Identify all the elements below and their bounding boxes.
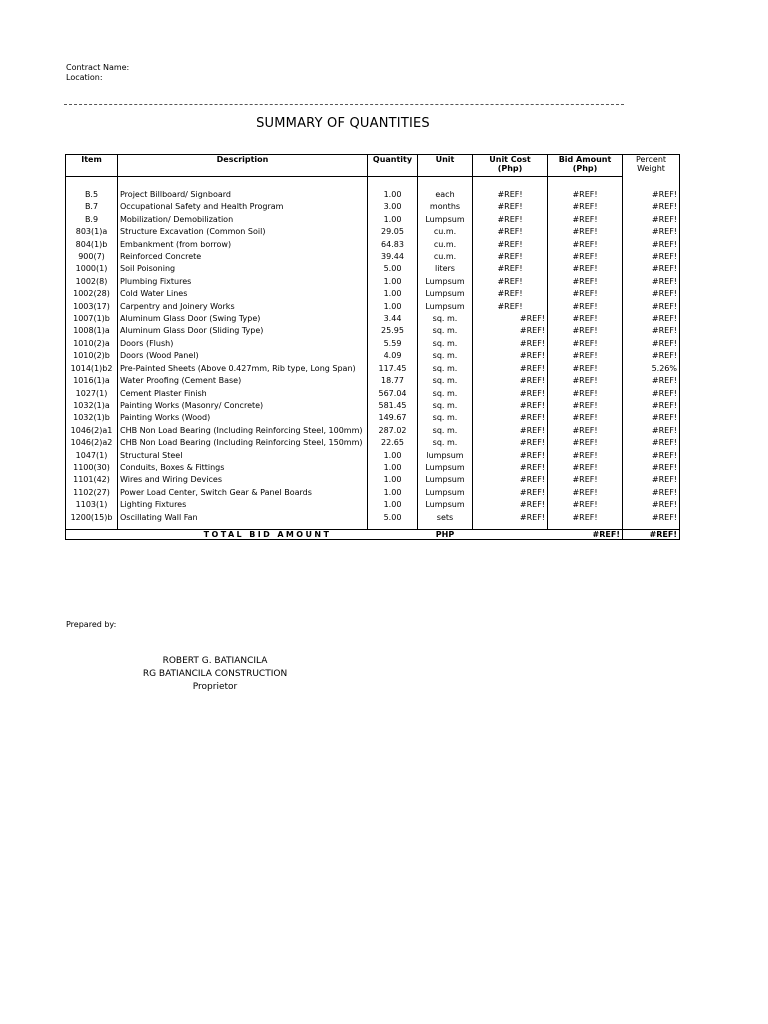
table-row	[66, 412, 680, 424]
item-quantity: 5.59	[368, 338, 418, 350]
item-unit: each	[418, 189, 473, 201]
item-description: CHB Non Load Bearing (Including Reinforcing Steel, 150mm)	[118, 437, 368, 449]
item-code: 1007(1)b	[66, 313, 118, 325]
item-quantity: 64.83	[368, 239, 418, 251]
bid-amount-currency: (Php)	[572, 164, 598, 173]
item-code: 1032(1)a	[66, 400, 118, 412]
item-description: CHB Non Load Bearing (Including Reinforcing Steel, 100mm)	[118, 425, 368, 437]
item-description: Painting Works (Masonry/ Concrete)	[118, 400, 368, 412]
item-quantity: 1.00	[368, 462, 418, 474]
item-bid-amount: #REF!	[548, 425, 623, 437]
item-quantity: 5.00	[368, 512, 418, 524]
item-unit-cost: #REF!	[473, 214, 548, 226]
table-row	[66, 301, 680, 313]
total-amount: #REF!	[548, 529, 623, 539]
item-code: 1032(1)b	[66, 412, 118, 424]
item-percent-weight: #REF!	[623, 512, 680, 524]
item-code: 1010(2)a	[66, 338, 118, 350]
item-unit: lumpsum	[418, 450, 473, 462]
table-row	[66, 375, 680, 387]
item-description: Mobilization/ Demobilization	[118, 214, 368, 226]
item-unit-cost: #REF!	[473, 400, 548, 412]
item-code: 1046(2)a1	[66, 425, 118, 437]
item-code: B.7	[66, 201, 118, 213]
item-percent-weight: #REF!	[623, 474, 680, 486]
table-row	[66, 499, 680, 511]
table-row	[66, 239, 680, 251]
item-code: 900(7)	[66, 251, 118, 263]
item-unit: sets	[418, 512, 473, 524]
item-bid-amount: #REF!	[548, 313, 623, 325]
table-row	[66, 263, 680, 275]
item-unit-cost: #REF!	[473, 325, 548, 337]
item-percent-weight: #REF!	[623, 450, 680, 462]
item-unit-cost: #REF!	[473, 313, 548, 325]
item-code: 1002(28)	[66, 288, 118, 300]
item-unit-cost: #REF!	[473, 338, 548, 350]
item-quantity: 1.00	[368, 189, 418, 201]
item-unit-cost: #REF!	[473, 189, 548, 201]
table-row	[66, 425, 680, 437]
signatory-position: Proprietor	[192, 682, 238, 692]
item-percent-weight: #REF!	[623, 288, 680, 300]
item-unit: sq. m.	[418, 313, 473, 325]
item-description: Reinforced Concrete	[118, 251, 368, 263]
item-quantity: 3.00	[368, 201, 418, 213]
item-bid-amount: #REF!	[548, 263, 623, 275]
item-quantity: 39.44	[368, 251, 418, 263]
item-percent-weight: #REF!	[623, 425, 680, 437]
total-currency: PHP	[418, 529, 473, 539]
item-description: Cement Plaster Finish	[118, 388, 368, 400]
item-quantity: 567.04	[368, 388, 418, 400]
table-row	[66, 201, 680, 213]
unit-cost-currency: (Php)	[497, 164, 523, 173]
item-unit-cost: #REF!	[473, 363, 548, 375]
page-title: SUMMARY OF QUANTITIES	[256, 116, 430, 131]
item-percent-weight: #REF!	[623, 276, 680, 288]
item-bid-amount: #REF!	[548, 462, 623, 474]
item-unit-cost: #REF!	[473, 512, 548, 524]
item-percent-weight: #REF!	[623, 251, 680, 263]
item-percent-weight: #REF!	[623, 350, 680, 362]
item-code: 1103(1)	[66, 499, 118, 511]
item-percent-weight: #REF!	[623, 338, 680, 350]
table-row	[66, 450, 680, 462]
item-unit: Lumpsum	[418, 462, 473, 474]
item-unit-cost: #REF!	[473, 350, 548, 362]
item-percent-weight: #REF!	[623, 189, 680, 201]
item-description: Occupational Safety and Health Program	[118, 201, 368, 213]
item-unit: Lumpsum	[418, 214, 473, 226]
table-row	[66, 276, 680, 288]
prepared-by-label: Prepared by:	[66, 620, 117, 629]
item-code: 1008(1)a	[66, 325, 118, 337]
item-percent-weight: #REF!	[623, 487, 680, 499]
item-quantity: 25.95	[368, 325, 418, 337]
item-description: Painting Works (Wood)	[118, 412, 368, 424]
item-description: Conduits, Boxes & Fittings	[118, 462, 368, 474]
item-bid-amount: #REF!	[548, 201, 623, 213]
item-description: Water Proofing (Cement Base)	[118, 375, 368, 387]
table-row	[66, 388, 680, 400]
item-unit: Lumpsum	[418, 499, 473, 511]
item-percent-weight: #REF!	[623, 325, 680, 337]
item-quantity: 3.44	[368, 313, 418, 325]
item-bid-amount: #REF!	[548, 437, 623, 449]
col-percent-header	[623, 155, 680, 177]
col-description-header: Description	[118, 155, 368, 177]
item-percent-weight: #REF!	[623, 388, 680, 400]
item-quantity: 22.65	[368, 437, 418, 449]
item-description: Embankment (from borrow)	[118, 239, 368, 251]
col-unit-header: Unit	[418, 155, 473, 177]
item-quantity: 1.00	[368, 450, 418, 462]
table-body	[66, 177, 680, 524]
item-description: Power Load Center, Switch Gear & Panel Boards	[118, 487, 368, 499]
item-unit-cost: #REF!	[473, 276, 548, 288]
item-unit-cost: #REF!	[473, 263, 548, 275]
percent-label: Percent	[635, 155, 667, 164]
item-quantity: 287.02	[368, 425, 418, 437]
item-bid-amount: #REF!	[548, 487, 623, 499]
table-row	[66, 226, 680, 238]
item-code: 1014(1)b2	[66, 363, 118, 375]
item-quantity: 1.00	[368, 276, 418, 288]
item-unit-cost: #REF!	[473, 425, 548, 437]
item-quantity: 1.00	[368, 499, 418, 511]
item-code: 1010(2)b	[66, 350, 118, 362]
item-description: Carpentry and Joinery Works	[118, 301, 368, 313]
item-description: Doors (Wood Panel)	[118, 350, 368, 362]
item-unit: sq. m.	[418, 363, 473, 375]
total-percent: #REF!	[623, 529, 680, 539]
item-quantity: 1.00	[368, 301, 418, 313]
item-quantity: 18.77	[368, 375, 418, 387]
item-description: Doors (Flush)	[118, 338, 368, 350]
item-unit: sq. m.	[418, 412, 473, 424]
item-bid-amount: #REF!	[548, 338, 623, 350]
item-percent-weight: #REF!	[623, 226, 680, 238]
header-divider	[64, 104, 624, 105]
item-description: Soil Poisoning	[118, 263, 368, 275]
bid-amount-label: Bid Amount	[558, 155, 612, 164]
item-description: Plumbing Fixtures	[118, 276, 368, 288]
table-row	[66, 214, 680, 226]
item-unit: Lumpsum	[418, 301, 473, 313]
item-bid-amount: #REF!	[548, 499, 623, 511]
item-quantity: 29.05	[368, 226, 418, 238]
item-percent-weight: #REF!	[623, 313, 680, 325]
item-quantity: 581.45	[368, 400, 418, 412]
item-unit-cost: #REF!	[473, 487, 548, 499]
item-bid-amount: #REF!	[548, 412, 623, 424]
item-bid-amount: #REF!	[548, 214, 623, 226]
weight-label: Weight	[637, 164, 665, 173]
table-header-row	[66, 155, 680, 177]
table-row	[66, 313, 680, 325]
item-quantity: 5.00	[368, 263, 418, 275]
item-quantity: 1.00	[368, 487, 418, 499]
table-row	[66, 189, 680, 201]
item-percent-weight: #REF!	[623, 437, 680, 449]
item-unit: sq. m.	[418, 350, 473, 362]
item-unit: sq. m.	[418, 375, 473, 387]
item-unit-cost: #REF!	[473, 201, 548, 213]
total-row	[66, 529, 680, 539]
col-quantity-header: Quantity	[368, 155, 418, 177]
item-percent-weight: #REF!	[623, 301, 680, 313]
item-code: B.9	[66, 214, 118, 226]
item-code: 1200(15)b	[66, 512, 118, 524]
item-bid-amount: #REF!	[548, 474, 623, 486]
item-code: 1003(17)	[66, 301, 118, 313]
item-unit: sq. m.	[418, 425, 473, 437]
table-row	[66, 338, 680, 350]
item-unit: months	[418, 201, 473, 213]
item-unit-cost: #REF!	[473, 437, 548, 449]
item-description: Aluminum Glass Door (Sliding Type)	[118, 325, 368, 337]
item-code: 1100(30)	[66, 462, 118, 474]
item-code: 1046(2)a2	[66, 437, 118, 449]
item-percent-weight: #REF!	[623, 462, 680, 474]
table-row	[66, 437, 680, 449]
item-bid-amount: #REF!	[548, 276, 623, 288]
item-code: 1027(1)	[66, 388, 118, 400]
item-code: 1047(1)	[66, 450, 118, 462]
table-row	[66, 350, 680, 362]
item-unit: sq. m.	[418, 400, 473, 412]
table-row	[66, 474, 680, 486]
item-code: 1101(42)	[66, 474, 118, 486]
item-bid-amount: #REF!	[548, 363, 623, 375]
item-description: Oscillating Wall Fan	[118, 512, 368, 524]
item-bid-amount: #REF!	[548, 251, 623, 263]
col-bid-amount-header	[548, 155, 623, 177]
item-percent-weight: #REF!	[623, 499, 680, 511]
item-code: 1016(1)a	[66, 375, 118, 387]
item-bid-amount: #REF!	[548, 388, 623, 400]
item-unit: cu.m.	[418, 251, 473, 263]
item-code: 1102(27)	[66, 487, 118, 499]
item-unit: Lumpsum	[418, 276, 473, 288]
item-quantity: 117.45	[368, 363, 418, 375]
table-row	[66, 325, 680, 337]
item-unit-cost: #REF!	[473, 474, 548, 486]
table-row	[66, 251, 680, 263]
summary-table	[65, 154, 680, 540]
item-code: 804(1)b	[66, 239, 118, 251]
item-description: Lighting Fixtures	[118, 499, 368, 511]
spacer-row	[66, 177, 680, 190]
item-bid-amount: #REF!	[548, 239, 623, 251]
item-description: Pre-Painted Sheets (Above 0.427mm, Rib type, Long Span)	[118, 363, 368, 375]
item-unit: sq. m.	[418, 388, 473, 400]
item-percent-weight: 5.26%	[623, 363, 680, 375]
item-bid-amount: #REF!	[548, 226, 623, 238]
item-unit: Lumpsum	[418, 487, 473, 499]
contract-name-label: Contract Name:	[66, 63, 130, 72]
item-unit-cost: #REF!	[473, 226, 548, 238]
item-unit: cu.m.	[418, 226, 473, 238]
item-unit: liters	[418, 263, 473, 275]
item-percent-weight: #REF!	[623, 263, 680, 275]
item-description: Structure Excavation (Common Soil)	[118, 226, 368, 238]
item-code: B.5	[66, 189, 118, 201]
item-quantity: 4.09	[368, 350, 418, 362]
item-code: 1000(1)	[66, 263, 118, 275]
item-bid-amount: #REF!	[548, 325, 623, 337]
item-unit-cost: #REF!	[473, 251, 548, 263]
item-quantity: 149.67	[368, 412, 418, 424]
item-unit: Lumpsum	[418, 474, 473, 486]
item-quantity: 1.00	[368, 214, 418, 226]
item-unit-cost: #REF!	[473, 288, 548, 300]
table-row	[66, 462, 680, 474]
item-unit-cost: #REF!	[473, 239, 548, 251]
total-label: TOTAL BID AMOUNT	[118, 529, 418, 539]
col-item-header: Item	[66, 155, 118, 177]
item-unit: sq. m.	[418, 437, 473, 449]
item-description: Cold Water Lines	[118, 288, 368, 300]
item-bid-amount: #REF!	[548, 189, 623, 201]
signatory-name: ROBERT G. BATIANCILA	[162, 656, 268, 666]
item-percent-weight: #REF!	[623, 400, 680, 412]
table-row	[66, 363, 680, 375]
item-description: Wires and Wiring Devices	[118, 474, 368, 486]
company-name: RG BATIANCILA CONSTRUCTION	[142, 669, 288, 679]
item-bid-amount: #REF!	[548, 375, 623, 387]
col-unit-cost-header	[473, 155, 548, 177]
unit-cost-label: Unit Cost	[489, 155, 531, 164]
item-bid-amount: #REF!	[548, 301, 623, 313]
item-bid-amount: #REF!	[548, 512, 623, 524]
item-unit-cost: #REF!	[473, 301, 548, 313]
item-description: Aluminum Glass Door (Swing Type)	[118, 313, 368, 325]
item-bid-amount: #REF!	[548, 288, 623, 300]
item-percent-weight: #REF!	[623, 412, 680, 424]
item-percent-weight: #REF!	[623, 239, 680, 251]
item-code: 803(1)a	[66, 226, 118, 238]
item-unit-cost: #REF!	[473, 499, 548, 511]
item-quantity: 1.00	[368, 474, 418, 486]
item-unit: Lumpsum	[418, 288, 473, 300]
item-unit-cost: #REF!	[473, 450, 548, 462]
item-description: Project Billboard/ Signboard	[118, 189, 368, 201]
item-percent-weight: #REF!	[623, 201, 680, 213]
item-unit-cost: #REF!	[473, 412, 548, 424]
table-row	[66, 288, 680, 300]
item-unit: sq. m.	[418, 338, 473, 350]
item-bid-amount: #REF!	[548, 350, 623, 362]
table-row	[66, 512, 680, 524]
item-code: 1002(8)	[66, 276, 118, 288]
item-unit-cost: #REF!	[473, 388, 548, 400]
item-bid-amount: #REF!	[548, 450, 623, 462]
item-bid-amount: #REF!	[548, 400, 623, 412]
item-quantity: 1.00	[368, 288, 418, 300]
item-unit-cost: #REF!	[473, 375, 548, 387]
location-label: Location:	[66, 73, 103, 82]
table-row	[66, 487, 680, 499]
item-unit: cu.m.	[418, 239, 473, 251]
item-percent-weight: #REF!	[623, 214, 680, 226]
item-percent-weight: #REF!	[623, 375, 680, 387]
table-row	[66, 400, 680, 412]
item-unit: sq. m.	[418, 325, 473, 337]
item-unit-cost: #REF!	[473, 462, 548, 474]
item-description: Structural Steel	[118, 450, 368, 462]
